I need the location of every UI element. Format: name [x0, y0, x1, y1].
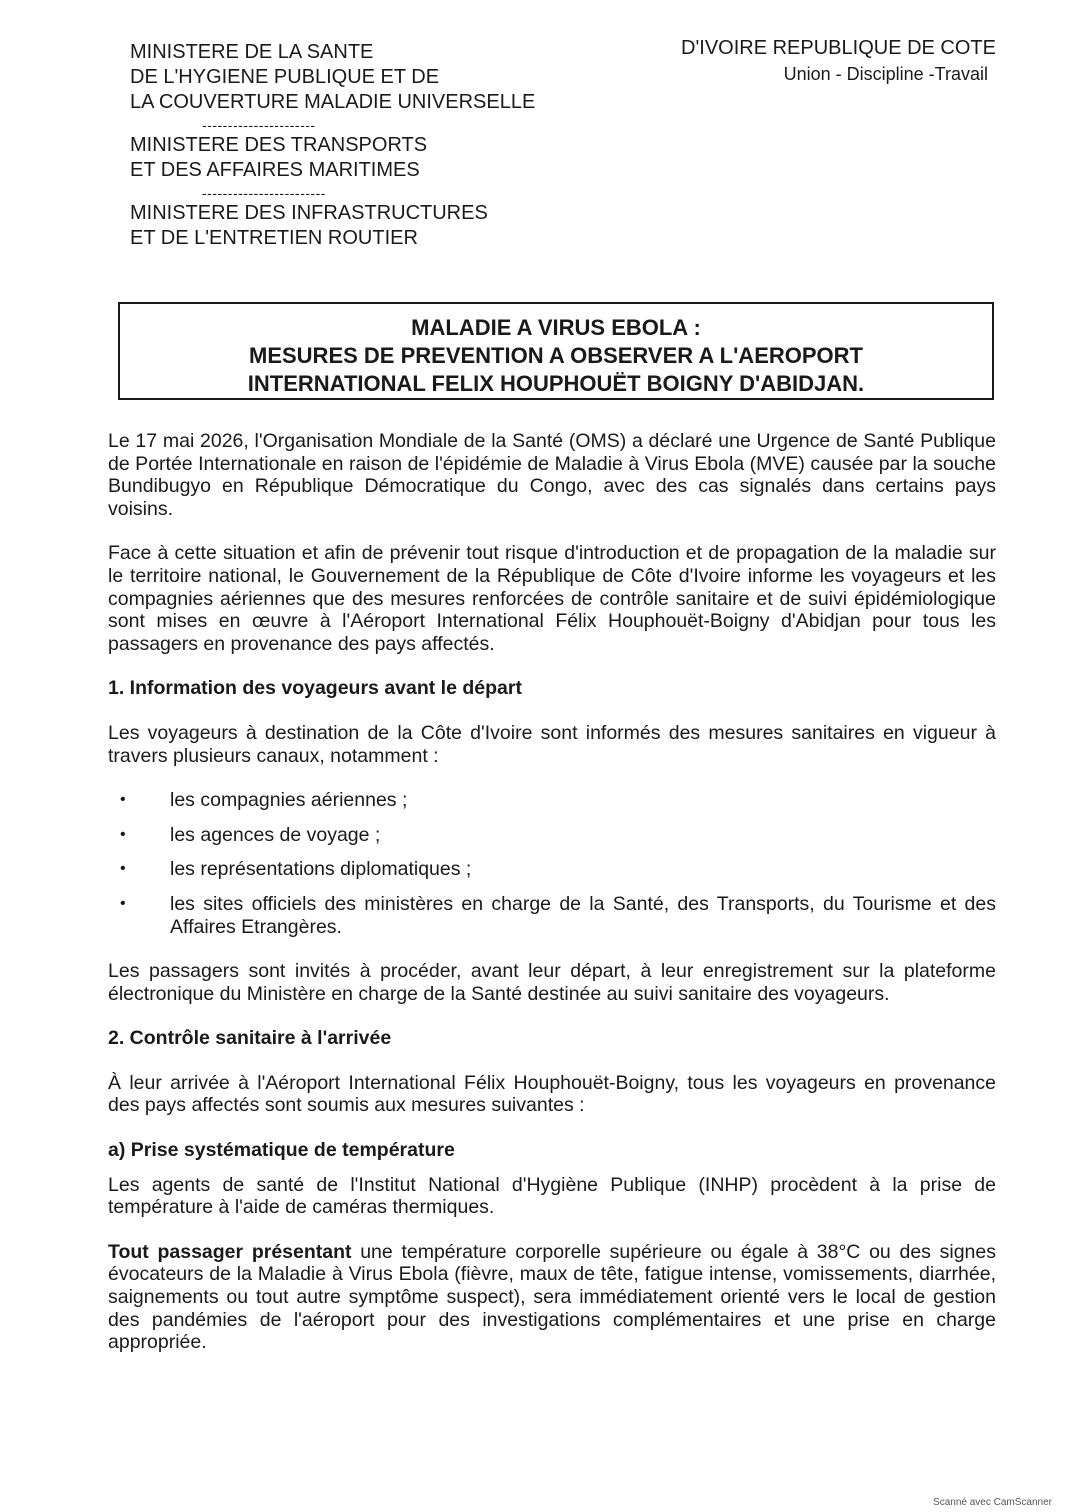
bullet-icon: • [120, 825, 126, 843]
bullet-icon: • [120, 791, 126, 809]
separator: ------------------------ [202, 185, 326, 201]
republic-header [576, 36, 996, 86]
final-paragraph-rest: une température corporelle supérieure ou égale à 38°C ou des signes évocateurs de la Maladie à Virus Ebola (fièvre, maux de tête, fatigue intense, vomissements, diarrhée, saignements ou tout autre symptôme suspect), sera immédiatement orienté vers le local de gestion des pandémies de l'aéroport pour des investigations complémentaires et une prise en charge appropriée. [108, 1240, 996, 1354]
list-item-text: les agences de voyage ; [170, 823, 381, 846]
title-line-2: MESURES DE PREVENTION A OBSERVER A L'AEROPORT [249, 343, 863, 368]
ministry-health [130, 40, 610, 115]
republic-motto: Union - Discipline -Travail [783, 64, 988, 84]
list-item [108, 824, 996, 847]
ministry-line: LA COUVERTURE MALADIE UNIVERSELLE [130, 91, 536, 113]
title-line-1: MALADIE A VIRUS EBOLA : [411, 315, 701, 340]
intro-paragraph-1: Le 17 mai 2026, l'Organisation Mondiale de la Santé (OMS) a déclaré une Urgence de Santé Publique de Portée Internationale en raison de l'épidémie de Maladie à Virus Ebola (MVE) causée par la souche Bundibugyo en République Démocratique du Congo, avec des cas signalés dans certains pays voisins. [108, 430, 996, 520]
list-item-text: les compagnies aériennes ; [170, 789, 408, 812]
ministry-line: MINISTERE DES TRANSPORTS [130, 134, 428, 156]
list-item [108, 789, 996, 812]
ministry-transports [130, 133, 610, 183]
ministry-line: MINISTERE DE LA SANTE [130, 41, 374, 63]
subsection-a-heading: a) Prise systématique de température [108, 1139, 455, 1162]
title-line-3: INTERNATIONAL FELIX HOUPHOUËT BOIGNY D'ABIDJAN. [247, 371, 865, 396]
bullet-icon: • [120, 894, 126, 912]
republic-name: D'IVOIRE REPUBLIQUE DE COTE [681, 37, 996, 59]
ministries-header [130, 40, 610, 253]
list-item [108, 858, 996, 881]
ministry-line: ET DES AFFAIRES MARITIMES [130, 159, 420, 181]
section-1-heading: 1. Information des voyageurs avant le départ [108, 677, 522, 700]
document-body [108, 430, 996, 1376]
ministry-line: MINISTERE DES INFRASTRUCTURES [130, 202, 488, 224]
subsection-a-text: Les agents de santé de l'Institut National d'Hygiène Publique (INHP) procèdent à la prise de température à l'aide de caméras thermiques. [108, 1173, 996, 1219]
final-paragraph-lead: Tout passager présentant [108, 1240, 352, 1263]
section-1-after: Les passagers sont invités à procéder, avant leur départ, à leur enregistrement sur la plateforme électronique du Ministère en charge de la Santé destinée au suivi sanitaire des voyageurs. [108, 960, 996, 1005]
document-title [118, 302, 994, 400]
separator: ---------------------- [202, 117, 316, 133]
intro-paragraph-2: Face à cette situation et afin de prévenir tout risque d'introduction et de propagation de la maladie sur le territoire national, le Gouvernement de la République de Côte d'Ivoire informe les voyageurs et les compagnies aériennes que des mesures renforcées de contrôle sanitaire et de suivi épidémiologique sont mises en œuvre à l'Aéroport International Félix Houphouët-Boigny d'Abidjan pour tous les passagers en provenance des pays affectés. [108, 542, 996, 655]
list-item [108, 893, 996, 938]
bullet-icon: • [120, 860, 126, 878]
list-item-text: les représentations diplomatiques ; [170, 858, 472, 881]
list-item-text: les sites officiels des ministères en charge de la Santé, des Transports, du Tourisme et des Affaires Etrangères. [170, 892, 996, 938]
section-2-heading: 2. Contrôle sanitaire à l'arrivée [108, 1027, 392, 1050]
section-1-text: Les voyageurs à destination de la Côte d'Ivoire sont informés des mesures sanitaires en vigueur à travers plusieurs canaux, notamment : [108, 721, 996, 767]
ministry-infrastructures [130, 201, 610, 251]
ministry-line: DE L'HYGIENE PUBLIQUE ET DE [130, 66, 440, 88]
channels-list [108, 789, 996, 938]
ministry-line: ET DE L'ENTRETIEN ROUTIER [130, 227, 418, 249]
section-2-text: À leur arrivée à l'Aéroport International Félix Houphouët-Boigny, tous les voyageurs en provenance des pays affectés sont soumis aux mesures suivantes : [108, 1071, 996, 1117]
final-paragraph [108, 1241, 996, 1354]
scanner-watermark: Scanné avec CamScanner [933, 1497, 1052, 1508]
